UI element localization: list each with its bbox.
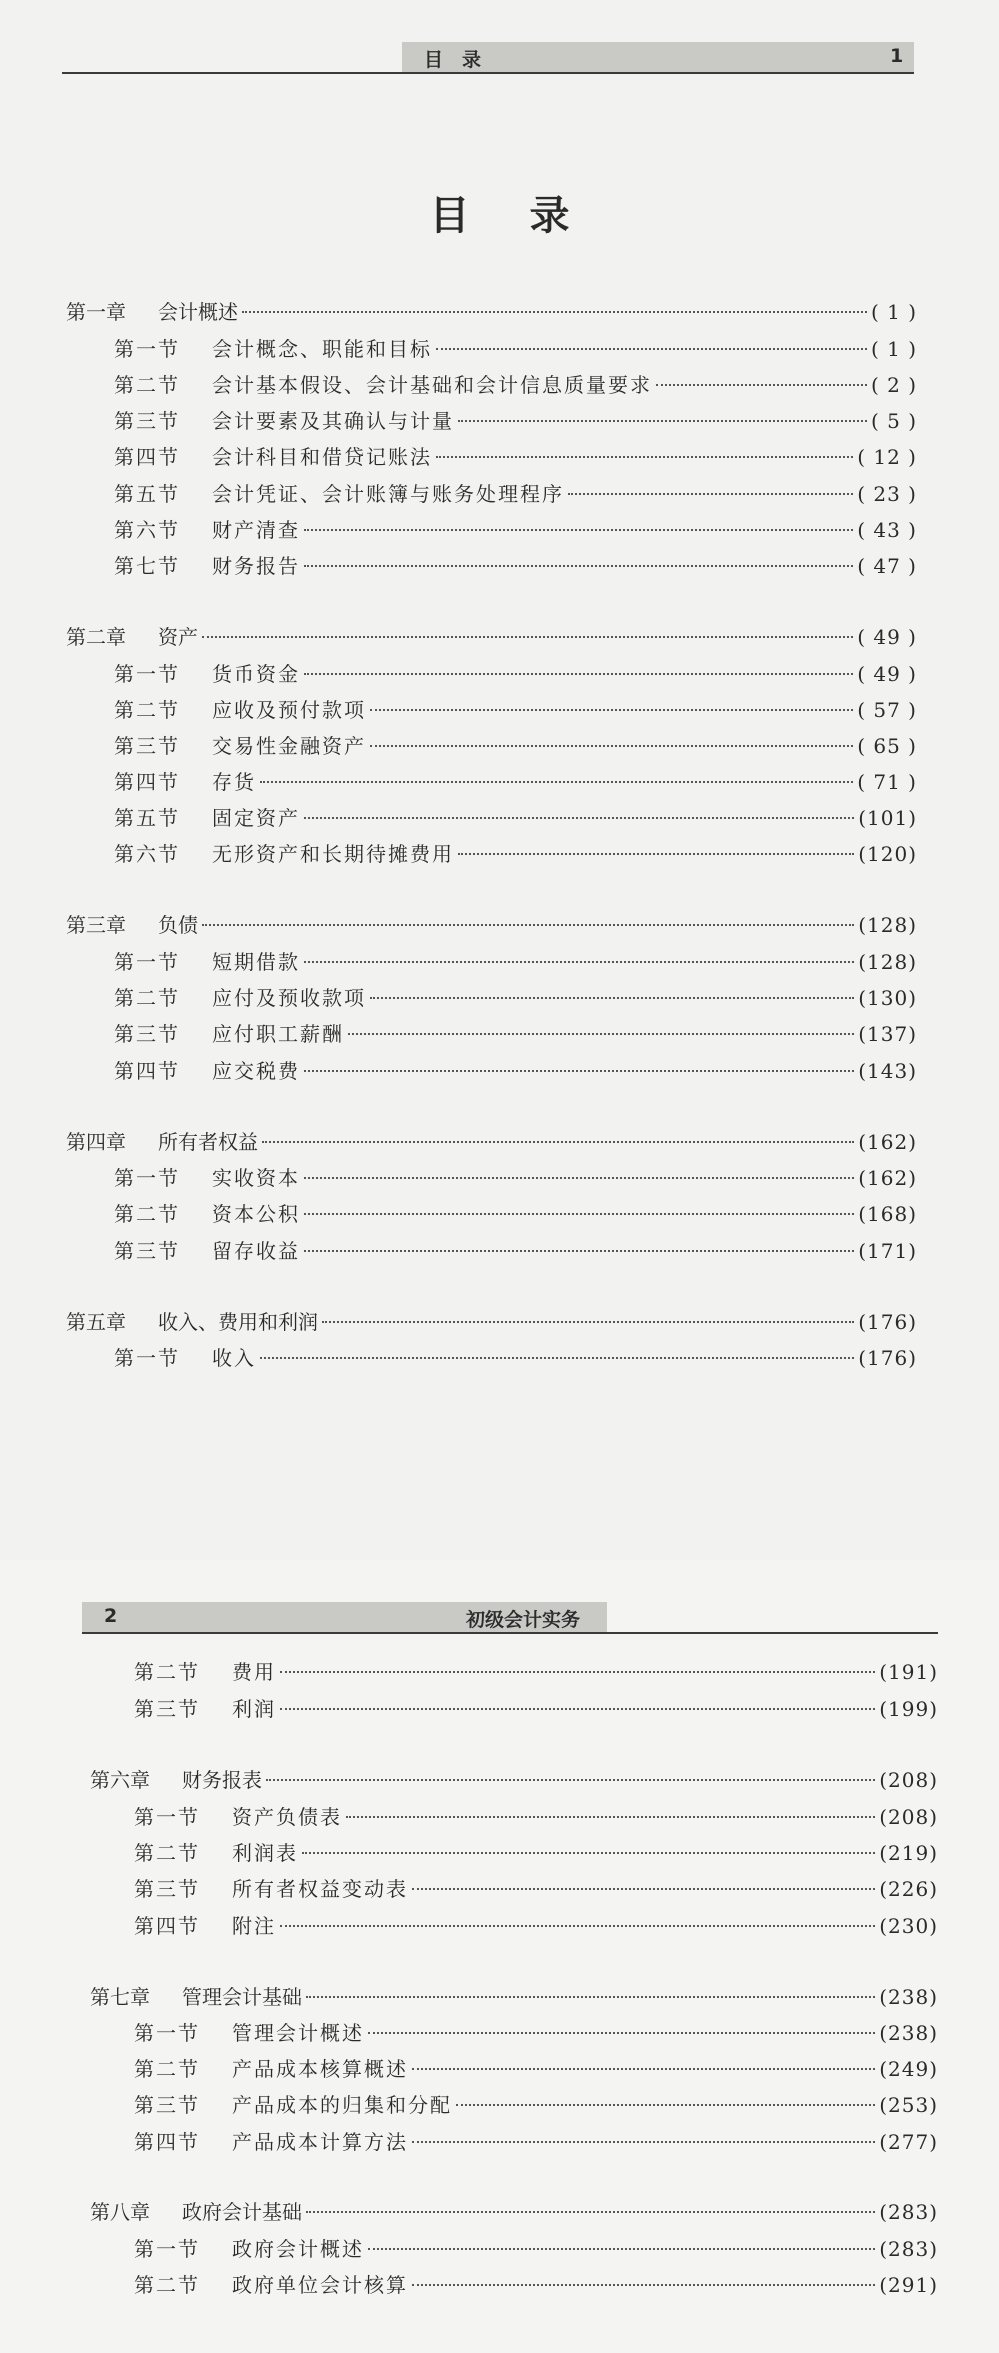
page-reference: ( 57 ) — [857, 698, 917, 722]
section-number: 第一节 — [134, 2237, 200, 2261]
chapter-title: 负债 — [158, 913, 198, 937]
section-title: 资本公积 — [212, 1202, 300, 1226]
section-number: 第三节 — [134, 2093, 200, 2117]
dot-leader — [412, 2284, 875, 2286]
section-number: 第二节 — [134, 2057, 200, 2081]
chapter-number: 第一章 — [66, 300, 126, 324]
page-reference: (219) — [879, 1841, 938, 1865]
section-number: 第三节 — [114, 1022, 180, 1046]
dot-leader — [304, 817, 854, 819]
chapter-number: 第二章 — [66, 625, 126, 649]
page-reference: ( 1 ) — [870, 337, 917, 361]
section-title: 费用 — [232, 1660, 276, 1684]
dot-leader — [368, 2248, 875, 2250]
section-title: 货币资金 — [212, 662, 300, 686]
section-title: 管理会计概述 — [232, 2021, 364, 2045]
page-number: 1 — [890, 45, 904, 67]
section-title: 存货 — [212, 770, 256, 794]
toc-section-entry — [114, 1235, 917, 1267]
section-title: 利润表 — [232, 1841, 298, 1865]
page-reference: ( 49 ) — [857, 625, 917, 649]
toc-section-entry — [134, 2233, 938, 2265]
toc-section-entry — [114, 550, 917, 582]
page-reference: (176) — [858, 1346, 917, 1370]
dot-leader — [280, 1671, 875, 1673]
page-reference: (230) — [879, 1914, 938, 1938]
section-title: 收入 — [212, 1346, 256, 1370]
toc-chapter-entry — [66, 621, 917, 653]
section-number: 第三节 — [114, 734, 180, 758]
toc-section-entry — [114, 982, 917, 1014]
dot-leader — [262, 1141, 854, 1143]
toc-chapter-entry — [66, 1306, 917, 1338]
dot-leader — [304, 565, 853, 567]
dot-leader — [346, 1816, 875, 1818]
dot-leader — [242, 311, 867, 313]
section-title: 财务报告 — [212, 554, 300, 578]
section-number: 第六节 — [114, 518, 180, 542]
section-title: 所有者权益变动表 — [232, 1877, 408, 1901]
chapter-title: 管理会计基础 — [182, 1985, 302, 2009]
section-number: 第三节 — [114, 409, 180, 433]
page-reference: (137) — [858, 1022, 917, 1046]
section-number: 第二节 — [134, 1841, 200, 1865]
running-header-section: 目 录 — [424, 49, 482, 71]
chapter-title: 收入、费用和利润 — [158, 1310, 318, 1334]
dot-leader — [458, 420, 867, 422]
toc-chapter-entry — [66, 909, 917, 941]
toc-section-entry — [134, 2017, 938, 2049]
page-reference: (226) — [879, 1877, 938, 1901]
page-reference: (162) — [858, 1166, 917, 1190]
dot-leader — [260, 781, 853, 783]
toc-section-entry — [134, 2089, 938, 2121]
toc-section-entry — [114, 478, 917, 510]
toc-chapter-entry — [66, 1126, 917, 1158]
page-title: 目录 — [429, 192, 630, 239]
page-reference: ( 2 ) — [870, 373, 917, 397]
toc-section-entry — [114, 838, 917, 870]
section-title: 交易性金融资产 — [212, 734, 366, 758]
toc-section-entry — [114, 1198, 917, 1230]
page-reference: (208) — [879, 1805, 938, 1829]
toc-section-entry — [114, 1162, 917, 1194]
dot-leader — [202, 924, 854, 926]
page-reference: ( 43 ) — [857, 518, 917, 542]
section-title: 会计概念、职能和目标 — [212, 337, 432, 361]
toc-section-entry — [114, 946, 917, 978]
section-title: 政府单位会计核算 — [232, 2273, 408, 2297]
toc-section-entry — [114, 730, 917, 762]
toc-section-entry — [134, 2053, 938, 2085]
section-number: 第一节 — [134, 2021, 200, 2045]
section-title: 产品成本核算概述 — [232, 2057, 408, 2081]
dot-leader — [304, 529, 853, 531]
chapter-title: 会计概述 — [158, 300, 238, 324]
section-number: 第三节 — [114, 1239, 180, 1263]
dot-leader — [304, 1250, 854, 1252]
section-number: 第三节 — [134, 1877, 200, 1901]
page-reference: (128) — [858, 950, 917, 974]
dot-leader — [412, 2068, 875, 2070]
chapter-title: 政府会计基础 — [182, 2200, 302, 2224]
dot-leader — [302, 1852, 875, 1854]
chapter-number: 第七章 — [90, 1985, 150, 2009]
toc-section-entry — [114, 802, 917, 834]
section-title: 短期借款 — [212, 950, 300, 974]
toc-section-entry — [134, 1873, 938, 1905]
toc-section-entry — [134, 2269, 938, 2301]
section-title: 政府会计概述 — [232, 2237, 364, 2261]
section-number: 第六节 — [114, 842, 180, 866]
dot-leader — [568, 493, 853, 495]
dot-leader — [306, 2211, 875, 2213]
section-number: 第一节 — [134, 1805, 200, 1829]
page-reference: (128) — [858, 913, 917, 937]
dot-leader — [304, 1213, 854, 1215]
toc-section-entry — [114, 1018, 917, 1050]
toc-section-entry — [114, 1342, 917, 1374]
chapter-number: 第六章 — [90, 1768, 150, 1792]
section-number: 第四节 — [134, 2130, 200, 2154]
toc-section-entry — [134, 1693, 938, 1725]
dot-leader — [370, 745, 853, 747]
section-number: 第二节 — [114, 698, 180, 722]
dot-leader — [202, 636, 853, 638]
toc-chapter-entry — [90, 1981, 938, 2013]
section-title: 固定资产 — [212, 806, 300, 830]
page-reference: (199) — [879, 1697, 938, 1721]
toc-section-entry — [114, 333, 917, 365]
section-title: 附注 — [232, 1914, 276, 1938]
section-title: 资产负债表 — [232, 1805, 342, 1829]
page-reference: (277) — [879, 2130, 938, 2154]
page-number: 2 — [104, 1605, 118, 1627]
dot-leader — [458, 853, 854, 855]
dot-leader — [280, 1925, 875, 1927]
section-title: 会计要素及其确认与计量 — [212, 409, 454, 433]
section-number: 第七节 — [114, 554, 180, 578]
page-reference: (191) — [879, 1660, 938, 1684]
page-reference: ( 71 ) — [857, 770, 917, 794]
page-reference: ( 12 ) — [857, 445, 917, 469]
section-number: 第五节 — [114, 806, 180, 830]
section-title: 无形资产和长期待摊费用 — [212, 842, 454, 866]
page-reference: (291) — [879, 2273, 938, 2297]
chapter-number: 第八章 — [90, 2200, 150, 2224]
page-reference: ( 5 ) — [870, 409, 917, 433]
section-title: 应收及预付款项 — [212, 698, 366, 722]
toc-section-entry — [114, 694, 917, 726]
dot-leader — [348, 1033, 854, 1035]
page-reference: (162) — [858, 1130, 917, 1154]
section-number: 第一节 — [114, 662, 180, 686]
dot-leader — [280, 1708, 875, 1710]
section-title: 应交税费 — [212, 1059, 300, 1083]
dot-leader — [304, 961, 854, 963]
dot-leader — [266, 1779, 875, 1781]
section-number: 第二节 — [134, 2273, 200, 2297]
page-reference: (249) — [879, 2057, 938, 2081]
chapter-title: 所有者权益 — [158, 1130, 258, 1154]
page-reference: ( 47 ) — [857, 554, 917, 578]
dot-leader — [306, 1996, 875, 1998]
section-number: 第一节 — [114, 1346, 180, 1370]
toc-section-entry — [114, 766, 917, 798]
page-header — [0, 42, 999, 72]
page-reference: (143) — [858, 1059, 917, 1083]
section-number: 第四节 — [134, 1914, 200, 1938]
toc-section-entry — [114, 514, 917, 546]
section-title: 会计凭证、会计账簿与账务处理程序 — [212, 482, 564, 506]
toc-chapter-entry — [90, 1764, 938, 1796]
section-number: 第二节 — [134, 1660, 200, 1684]
dot-leader — [456, 2104, 875, 2106]
page-reference: (176) — [858, 1310, 917, 1334]
toc-section-entry — [114, 441, 917, 473]
page-reference: ( 23 ) — [857, 482, 917, 506]
dot-leader — [304, 1070, 854, 1072]
page-reference: ( 1 ) — [870, 300, 917, 324]
section-number: 第一节 — [114, 337, 180, 361]
section-title: 产品成本计算方法 — [232, 2130, 408, 2154]
page-reference: (168) — [858, 1202, 917, 1226]
running-header-book-title: 初级会计实务 — [466, 1609, 581, 1631]
toc-chapter-entry — [90, 2196, 938, 2228]
toc-page-2 — [0, 1560, 999, 2353]
section-number: 第四节 — [114, 445, 180, 469]
page-reference: (283) — [879, 2237, 938, 2261]
dot-leader — [412, 2141, 875, 2143]
page-reference: (171) — [858, 1239, 917, 1263]
dot-leader — [436, 348, 867, 350]
page-reference: (208) — [879, 1768, 938, 1792]
section-number: 第二节 — [114, 373, 180, 397]
page-reference: (238) — [879, 1985, 938, 2009]
dot-leader — [656, 384, 867, 386]
section-title: 利润 — [232, 1697, 276, 1721]
section-title: 会计基本假设、会计基础和会计信息质量要求 — [212, 373, 652, 397]
chapter-number: 第四章 — [66, 1130, 126, 1154]
chapter-title: 资产 — [158, 625, 198, 649]
dot-leader — [322, 1321, 854, 1323]
toc-section-entry — [134, 1910, 938, 1942]
section-number: 第五节 — [114, 482, 180, 506]
toc-section-entry — [114, 369, 917, 401]
dot-leader — [260, 1357, 854, 1359]
section-title: 产品成本的归集和分配 — [232, 2093, 452, 2117]
chapter-number: 第五章 — [66, 1310, 126, 1334]
dot-leader — [304, 673, 853, 675]
chapter-title: 财务报表 — [182, 1768, 262, 1792]
section-number: 第四节 — [114, 770, 180, 794]
toc-section-entry — [134, 2126, 938, 2158]
dot-leader — [368, 2032, 875, 2034]
section-number: 第四节 — [114, 1059, 180, 1083]
toc-section-entry — [134, 1656, 938, 1688]
toc-section-entry — [134, 1801, 938, 1833]
section-title: 财产清查 — [212, 518, 300, 542]
section-number: 第一节 — [114, 1166, 180, 1190]
toc-section-entry — [114, 1055, 917, 1087]
toc-section-entry — [114, 405, 917, 437]
section-title: 会计科目和借贷记账法 — [212, 445, 432, 469]
section-number: 第二节 — [114, 986, 180, 1010]
dot-leader — [370, 709, 853, 711]
section-number: 第二节 — [114, 1202, 180, 1226]
toc-section-entry — [114, 658, 917, 690]
page-reference: (130) — [858, 986, 917, 1010]
chapter-number: 第三章 — [66, 913, 126, 937]
page-reference: (283) — [879, 2200, 938, 2224]
page-reference: (101) — [858, 806, 917, 830]
section-number: 第三节 — [134, 1697, 200, 1721]
section-number: 第一节 — [114, 950, 180, 974]
dot-leader — [304, 1177, 854, 1179]
section-title: 留存收益 — [212, 1239, 300, 1263]
toc-chapter-entry — [66, 296, 917, 328]
section-title: 实收资本 — [212, 1166, 300, 1190]
toc-section-entry — [134, 1837, 938, 1869]
page-reference: (120) — [858, 842, 917, 866]
page-reference: (253) — [879, 2093, 938, 2117]
dot-leader — [370, 997, 854, 999]
page-header — [0, 1602, 999, 1632]
page-reference: ( 49 ) — [857, 662, 917, 686]
section-title: 应付职工薪酬 — [212, 1022, 344, 1046]
section-title: 应付及预收款项 — [212, 986, 366, 1010]
page-reference: ( 65 ) — [857, 734, 917, 758]
dot-leader — [412, 1888, 875, 1890]
page-reference: (238) — [879, 2021, 938, 2045]
dot-leader — [436, 456, 853, 458]
